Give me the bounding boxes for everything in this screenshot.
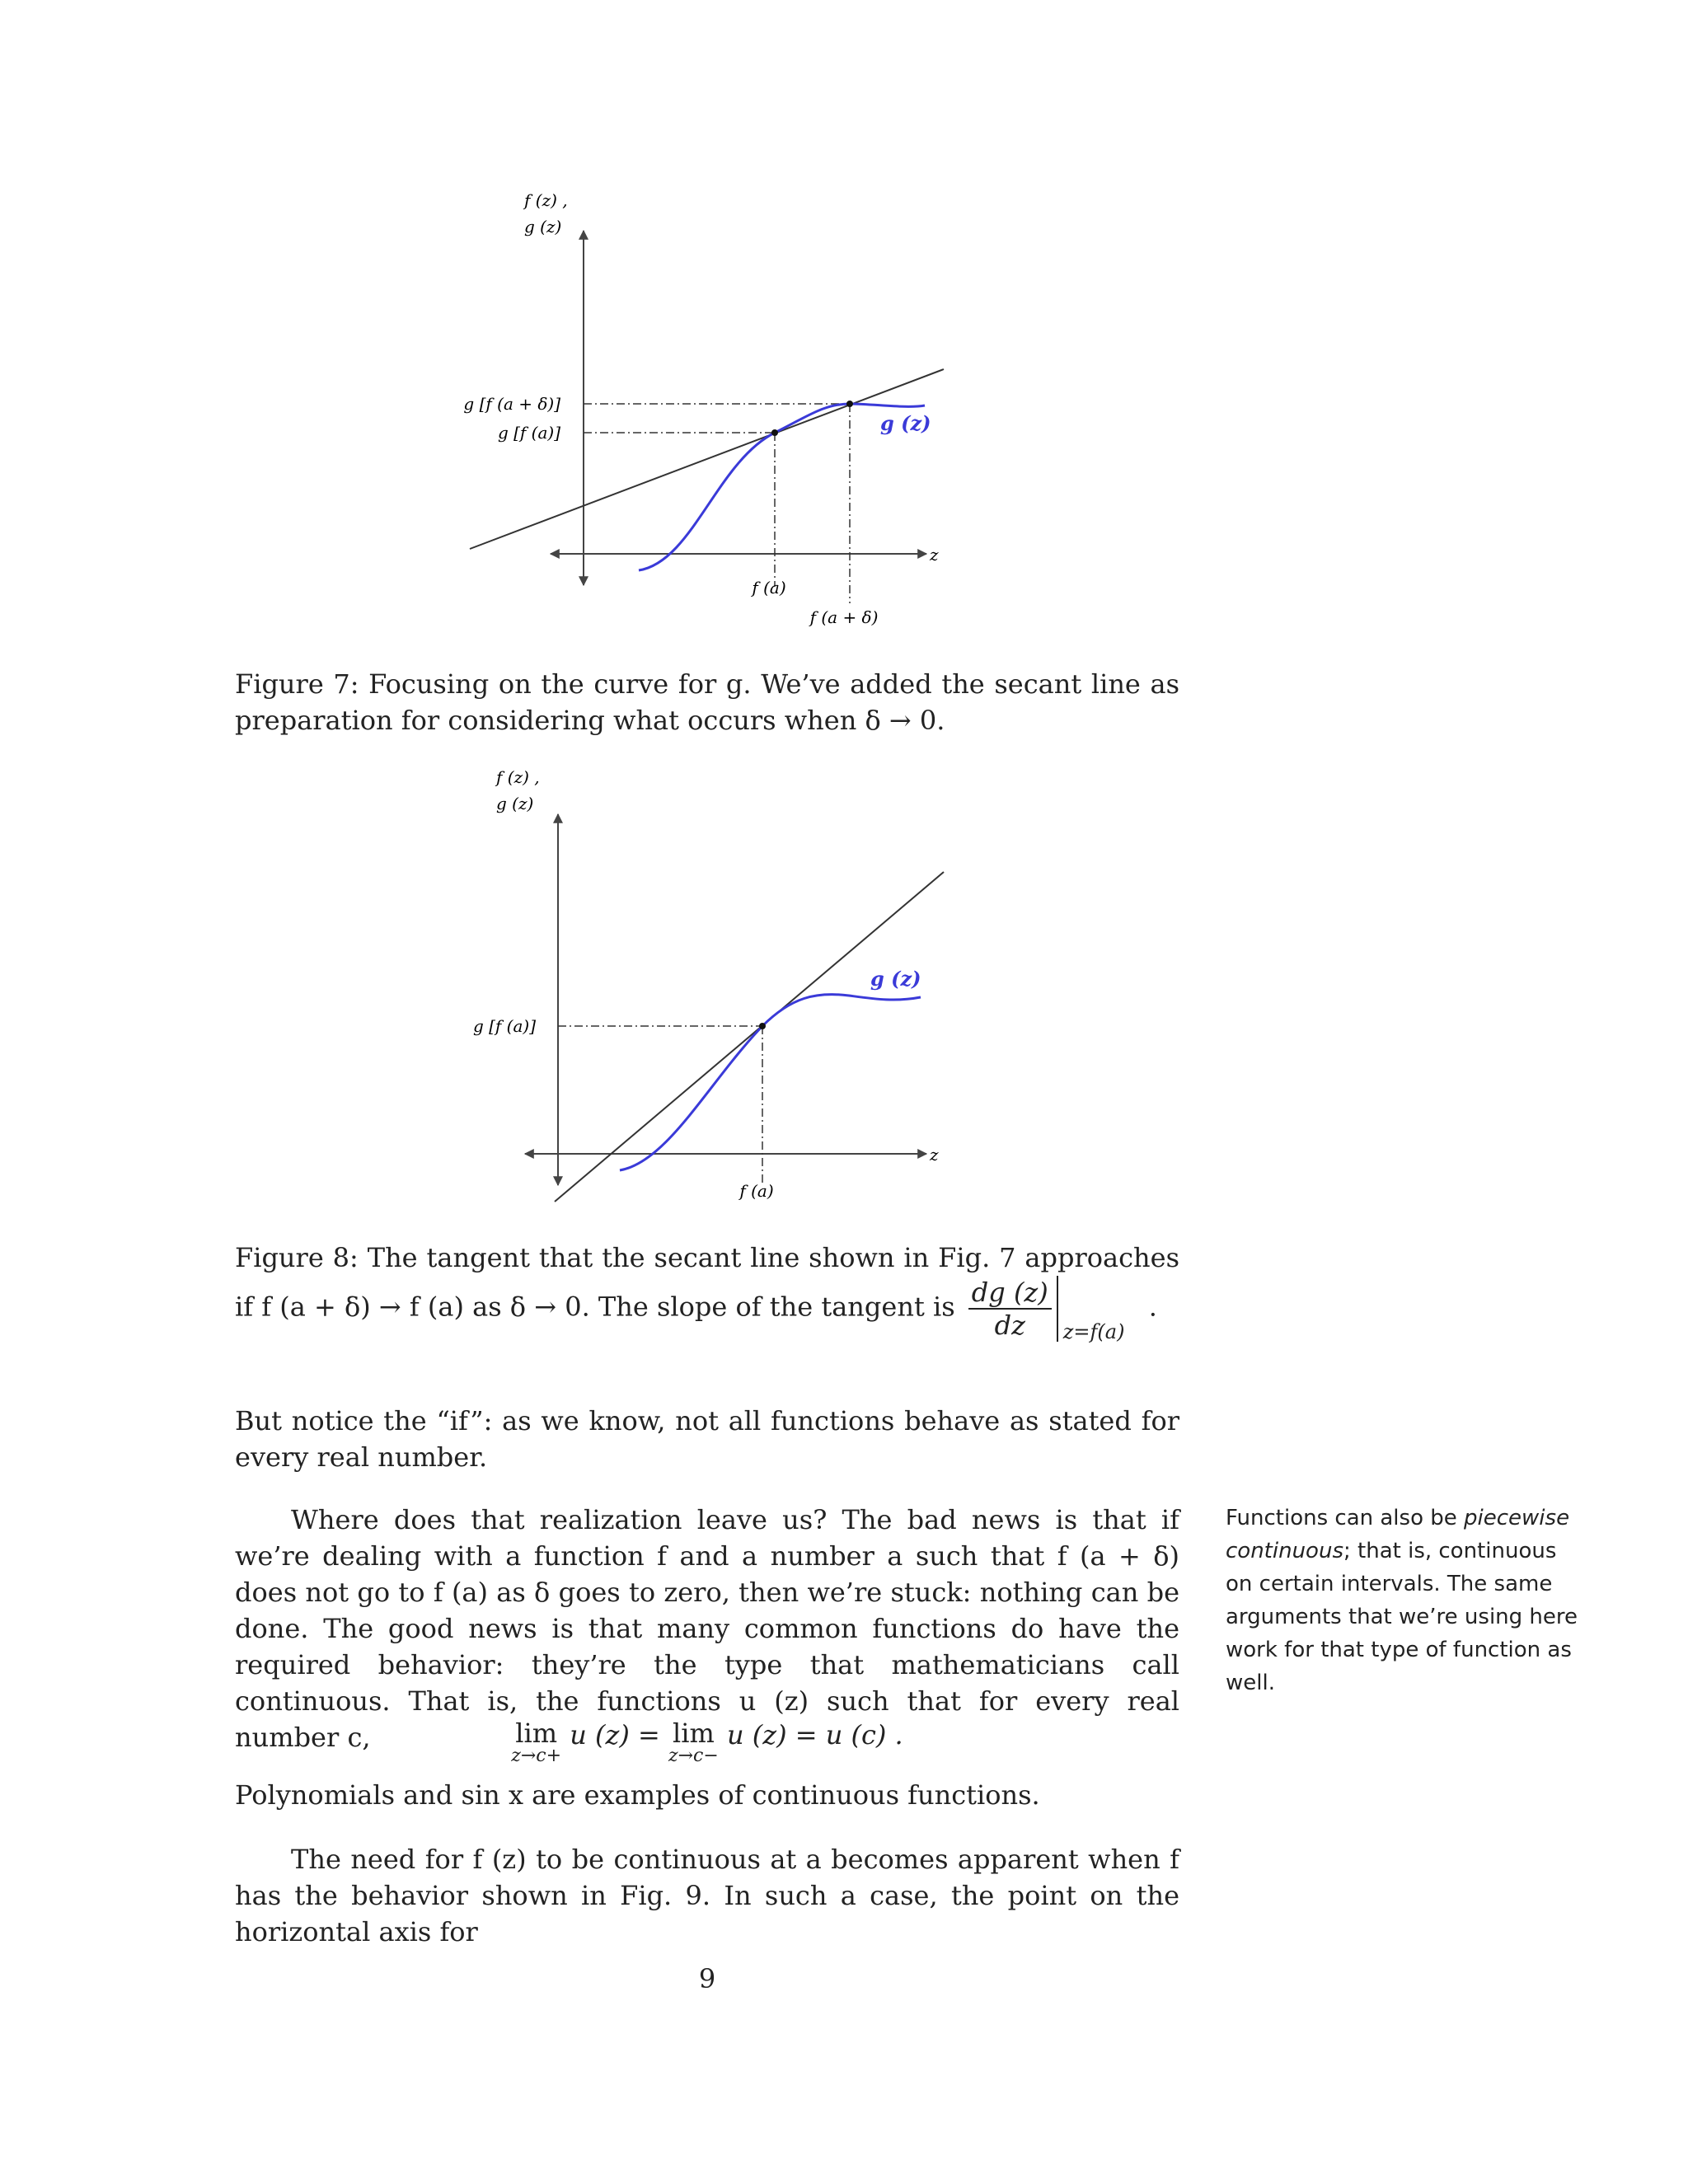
lim-sub-2: z→c−: [668, 1746, 719, 1766]
fig8-tangent-line: [555, 872, 944, 1202]
figure-7: [445, 181, 973, 643]
fig7-point-a-delta: [846, 401, 853, 407]
fig8-g-curve: [620, 995, 921, 1170]
caption-end: .: [1148, 1291, 1157, 1323]
sidenote-text-2: ; that is, continuous on certain intervals. The same arguments that we’re using here work for that type of function as well.: [1226, 1539, 1578, 1695]
lim-word-2: lim: [672, 1718, 715, 1749]
figure-7-caption: Figure 7: Focusing on the curve for g. We’ve added the secant line as preparation for considering what occurs when δ → 0.: [235, 668, 1179, 736]
paragraph-3: Polynomials and sin x are examples of continuous functions.: [235, 1779, 1040, 1811]
fig7-tick-g-fa: g [f (a)]: [497, 423, 560, 443]
figure-8-caption-text: Figure 8: The tangent that the secant line shown in Fig. 7 approaches if f (a + δ) → f (a) as δ → 0. The slope of the tangent is: [235, 1242, 1179, 1323]
fig7-tick-fa: f (a): [752, 578, 786, 598]
evaluation-subscript: z=f(a): [1062, 1320, 1125, 1343]
fig8-y-label-1: f (z) ,: [496, 767, 540, 787]
fig7-x-label: z: [930, 545, 939, 565]
figure-8: [445, 757, 973, 1218]
sidenote: [1226, 1502, 1588, 1699]
continuity-equation: [235, 1719, 1179, 1765]
fig8-tick-fa: f (a): [739, 1181, 774, 1201]
derivative-fraction: [968, 1277, 1052, 1341]
eq-middle-2: u (z) = u (c) .: [726, 1719, 903, 1750]
fig7-tick-fa-delta: f (a + δ): [809, 607, 879, 627]
lim-word-1: lim: [515, 1718, 558, 1749]
fig8-tick-g-fa: g [f (a)]: [472, 1016, 536, 1036]
fig8-point-a: [759, 1023, 766, 1029]
fig7-tick-g-fa-delta: g [f (a + δ)]: [463, 394, 560, 414]
paragraph-4: The need for f (z) to be continuous at a becomes apparent when f has the behavior shown in Fig. 9. In such a case, the point on the horizontal axis for: [235, 1844, 1179, 1947]
lim-sub-1: z→c+: [511, 1746, 562, 1766]
fig8-x-label: z: [930, 1145, 939, 1165]
sidenote-italic: piecewise continuous: [1226, 1506, 1570, 1563]
limit-left: [668, 1719, 719, 1765]
paragraph-2: Where does that realization leave us? The bad news is that if we’re dealing with a function f and a number a such that f (a + δ) does not go to f (a) as δ goes to zero, then we’re stuck: nothing can be done. The good news is that many common functions do have the required behavior: they’re the type that mathematicians call continuous. That is, the functions u (z) such that for every real number c,: [235, 1504, 1179, 1753]
limit-right: [511, 1719, 561, 1765]
fig7-curve-label: g (z): [880, 411, 931, 435]
fig8-curve-label: g (z): [870, 967, 921, 991]
derivative-numerator: dg (z): [968, 1277, 1052, 1310]
fig8-y-label-2: g (z): [496, 794, 534, 813]
sidenote-text-1: Functions can also be: [1226, 1506, 1465, 1530]
fig7-y-label-2: g (z): [524, 217, 562, 237]
evaluation-bar: [1057, 1276, 1149, 1342]
derivative-denominator: dz: [994, 1310, 1025, 1341]
eq-middle-1: u (z) =: [570, 1719, 660, 1750]
figure-8-caption: [235, 1240, 1179, 1342]
fig7-point-a: [771, 429, 778, 436]
fig7-y-label-1: f (z) ,: [524, 190, 568, 210]
paragraph-1: But notice the “if”: as we know, not all functions behave as stated for every real number.: [235, 1405, 1179, 1473]
page-number: 9: [698, 1963, 716, 1994]
